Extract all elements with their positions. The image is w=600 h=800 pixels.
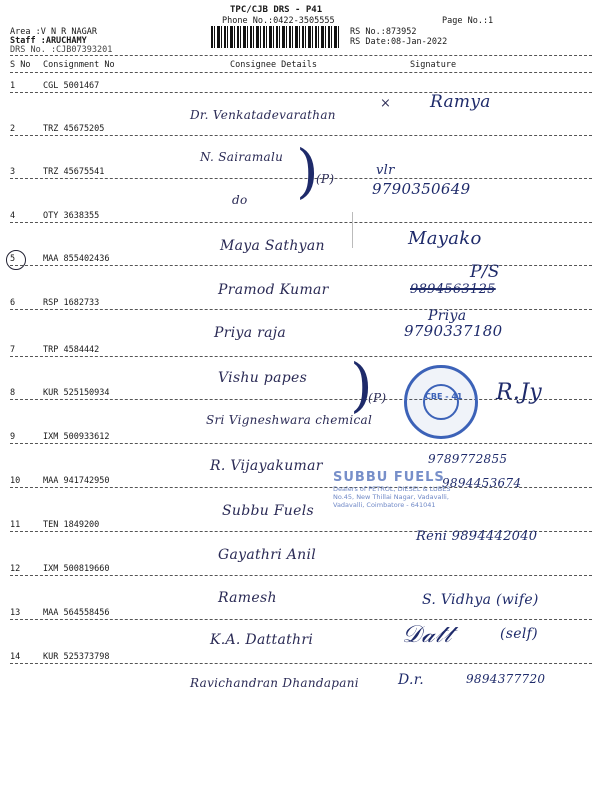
row-4-sno: 4: [10, 211, 16, 221]
row-divider: [10, 222, 592, 223]
dealer-seal-line: Vadavalli, Coimbatore - 641041: [333, 501, 436, 509]
row-3-consignment: TRZ 45675541: [43, 167, 105, 177]
area-label: Area :V N R NAGAR: [10, 27, 97, 37]
small-circle-mark: (P): [368, 391, 387, 405]
row-3-initials: vlr: [376, 163, 395, 178]
row-8-consignee: Sri Vigneshwara chemical: [206, 413, 373, 427]
row-5-signature: P/S: [470, 262, 500, 282]
row-2-consignment: TRZ 45675205: [43, 124, 105, 134]
row-14-signature: 9894377720: [466, 672, 546, 686]
page-number: Page No.:1: [442, 16, 494, 26]
staff-label: Staff :ARUCHAMY: [10, 36, 87, 46]
row-12-sno: 12: [10, 564, 21, 574]
row-13-signature: (self): [500, 626, 538, 642]
row-5-consignee: Pramod Kumar: [218, 282, 329, 298]
dealer-seal-line: No.45, New Thillai Nagar, Vadavalli,: [333, 493, 449, 501]
row-12-consignment: IXM 500819660: [43, 564, 110, 574]
row-3-signature: 9790350649: [372, 180, 471, 198]
row-3-consignee: do: [232, 193, 248, 207]
column-consignment: Consignment No: [43, 60, 115, 70]
row-4-consignee: Maya Sathyan: [220, 238, 325, 254]
barcode: [211, 26, 339, 48]
row-10-signature: 9894453674: [442, 476, 522, 490]
rs-number: RS No.:873952: [350, 27, 417, 37]
rs-date: RS Date:08-Jan-2022: [350, 37, 448, 47]
row-4-signature: Mayako: [408, 228, 482, 249]
row-5-struck-number: 9894563125: [410, 282, 496, 297]
row-11-consignee: Gayathri Anil: [218, 547, 317, 563]
row-divider: [10, 265, 592, 266]
row-11-sno: 11: [10, 520, 21, 530]
row-7-consignment: TRP 4584442: [43, 345, 100, 355]
row-11-consignment: TEN 1849200: [43, 520, 100, 530]
row-10-sno: 10: [10, 476, 21, 486]
row-5-consignment: MAA 855402436: [43, 254, 110, 264]
row-divider: [10, 309, 592, 310]
row-8-signature-scribble: R.Jy: [496, 380, 543, 405]
row-divider: [10, 575, 592, 576]
row-8-sno: 8: [10, 388, 16, 398]
small-circle-mark: (P): [316, 172, 335, 186]
row-6-initials: Priya: [428, 308, 467, 324]
row-13-consignment: MAA 564558456: [43, 608, 110, 618]
row-5-sno: 5: [10, 254, 16, 264]
row-divider: [10, 663, 592, 664]
row-13-sno: 13: [10, 608, 21, 618]
dealer-seal-line: Dealers of PETROL, DIESEL & LUBES: [333, 485, 451, 493]
row-14-sno: 14: [10, 652, 21, 662]
row-divider: [10, 443, 592, 444]
row-1-consignee: Dr. Venkatadevarathan: [190, 108, 336, 122]
row-14-initials: D.r.: [398, 672, 424, 688]
header-divider-bottom: [10, 72, 592, 73]
drs-number: DRS No. :CJB07393201: [10, 45, 113, 55]
row-9-consignment: IXM 500933612: [43, 432, 110, 442]
dealer-seal: [333, 470, 463, 516]
row-12-signature: S. Vidhya (wife): [422, 592, 539, 608]
row-10-consignee: Subbu Fuels: [222, 503, 314, 519]
row-3-sno: 3: [10, 167, 16, 177]
row-divider: [10, 356, 592, 357]
circled-number-mark: [6, 250, 26, 270]
column-signature: Signature: [410, 60, 457, 70]
row-divider: [10, 135, 592, 136]
pencil-line: [352, 212, 353, 248]
report-title: TPC/CJB DRS - P41: [230, 5, 323, 15]
phone-number: Phone No.:0422-3505555: [222, 16, 335, 26]
row-13-signature-scribble: 𝒟𝒶𝓉𝓉: [402, 620, 452, 648]
row-12-consignee: Ramesh: [218, 590, 277, 606]
row-10-consignment: MAA 941742950: [43, 476, 110, 486]
row-9-signature: 9789772855: [428, 452, 508, 466]
bracket-mark: ): [350, 351, 373, 419]
row-2-consignee: N. Sairamalu: [200, 150, 284, 164]
row-divider: [10, 619, 592, 620]
office-stamp: CBE - 41: [404, 365, 478, 439]
row-4-consignment: OTY 3638355: [43, 211, 100, 221]
row-6-consignee: Priya raja: [214, 325, 287, 341]
row-1-consignment: CGL 5001467: [43, 81, 100, 91]
row-6-signature: 9790337180: [404, 322, 503, 340]
row-11-signature: Reni 9894442040: [416, 529, 538, 544]
row-6-sno: 6: [10, 298, 16, 308]
header-divider-top: [10, 55, 592, 56]
row-7-sno: 7: [10, 345, 16, 355]
cross-mark: ×: [380, 96, 392, 111]
row-9-consignee: R. Vijayakumar: [210, 458, 323, 474]
column-sno: S No: [10, 60, 31, 70]
row-2-sno: 2: [10, 124, 16, 134]
row-1-sno: 1: [10, 81, 16, 91]
row-14-consignment: KUR 525373798: [43, 652, 110, 662]
column-consignee: Consignee Details: [230, 60, 317, 70]
row-6-consignment: RSP 1682733: [43, 298, 100, 308]
row-13-consignee: K.A. Dattathri: [210, 632, 314, 648]
row-1-signature: Ramya: [430, 92, 491, 112]
row-14-consignee: Ravichandran Dhandapani: [190, 676, 359, 690]
row-8-consignment: KUR 525150934: [43, 388, 110, 398]
row-divider: [10, 92, 592, 93]
dealer-seal-title: SUBBU FUELS: [333, 470, 445, 485]
row-9-sno: 9: [10, 432, 16, 442]
bracket-mark: ): [296, 137, 319, 205]
row-7-consignee: Vishu papes: [218, 370, 308, 386]
